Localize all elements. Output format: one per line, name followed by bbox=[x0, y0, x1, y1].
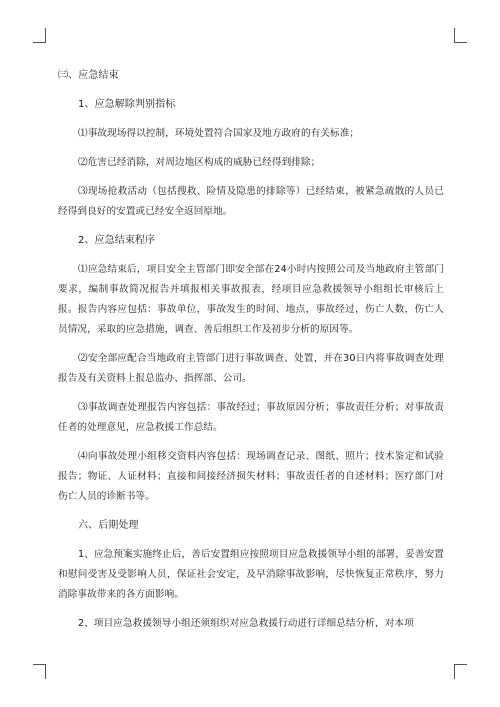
procedure-item-4: ⑷向事故处理小组移交资料内容包括：现场调查记录、图纸、照片；技术鉴定和试验报告；物证、人证材料；直接和间接经济损失材料；事故责任者的自述材料；医疗部门对伤亡人员的诊断书等。 bbox=[58, 451, 444, 502]
crop-mark-bottom-right bbox=[454, 664, 467, 679]
aftermath-paragraph-2: 2、项目应急救援领导小组还须组织对应急救援行动进行详细总结分析，对本项 bbox=[78, 618, 414, 629]
subsection-title-procedure: 2、应急结束程序 bbox=[78, 235, 156, 246]
criteria-item-1: ⑴事故现场得以控制，环境处置符合国家及地方政府的有关标准； bbox=[78, 128, 360, 139]
procedure-item-3: ⑶事故调查处理报告内容包括：事故经过；事故原因分析；事故责任分析；对事故责任者的处理意见，应急救援工作总结。 bbox=[58, 402, 444, 433]
criteria-item-3: ⑶现场抢救活动（包括搜救、险情及隐患的排除等）已经结束，被紧急疏散的人员已经得到良好的安置或已经安全返回原地。 bbox=[58, 186, 444, 217]
crop-mark-top-left bbox=[33, 28, 46, 43]
procedure-item-2: ⑵安全部应配合当地政府主管部门进行事故调查、处置，并在30日内将事故调查处理报告及有关资料上报总监办、指挥部、公司。 bbox=[58, 353, 444, 384]
criteria-item-2: ⑵危害已经消除，对周边地区构成的威胁已经得到排除； bbox=[78, 157, 321, 168]
crop-mark-top-right bbox=[454, 28, 467, 43]
section-title-aftermath: 六、后期处理 bbox=[78, 520, 139, 531]
subsection-title-criteria: 1、应急解除判别指标 bbox=[78, 99, 176, 110]
procedure-item-1: ⑴应急结束后，项目安全主管部门即安全部在24小时内按照公司及当地政府主管部门要求，编制事故简况报告并填报相关事故报表，经项目应急救援领导小组组长审核后上报。报告内容应包括：事故单位，事故发生的时间、地点，事故经过，伤亡人数，伤亡人员情况，采取的应急措施，调查、善后组织工作及初步分析的原因等。 bbox=[58, 264, 444, 335]
document-body bbox=[58, 66, 444, 643]
aftermath-paragraph-1: 1、应急预案实施终止后，善后安置组应按照项目应急救援领导小组的部署，妥善安置和慰问受害及受影响人员，保证社会安定，及早消除事故影响，尽快恢复正常秩序，努力消除事故带来的各方面影响。 bbox=[58, 549, 444, 600]
crop-mark-bottom-left bbox=[33, 664, 46, 679]
section-title-emergency-end: ㈢、应急结束 bbox=[58, 70, 119, 81]
